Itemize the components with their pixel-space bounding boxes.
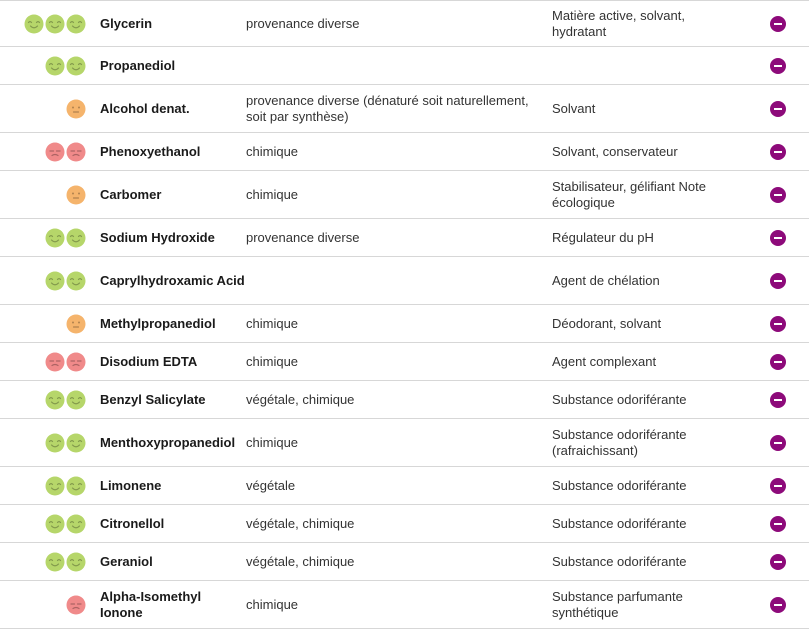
- score-indicator: [0, 99, 100, 119]
- remove-ingredient-button[interactable]: [770, 554, 786, 570]
- ingredient-name: Limonene: [100, 477, 162, 493]
- score-indicator: [0, 228, 100, 248]
- row-action: [742, 187, 809, 203]
- good-face-icon: [45, 476, 65, 496]
- remove-ingredient-button[interactable]: [770, 58, 786, 74]
- row-action: [742, 230, 809, 246]
- ingredient-origin: provenance diverse: [246, 15, 360, 31]
- ingredient-row: [0, 219, 809, 257]
- remove-ingredient-button[interactable]: [770, 144, 786, 160]
- ingredient-origin: végétale, chimique: [246, 391, 355, 407]
- ingredient-origin: végétale, chimique: [246, 515, 355, 531]
- ingredient-name: Alpha-Isomethyl Ionone: [100, 588, 202, 620]
- good-face-icon: [45, 228, 65, 248]
- good-face-icon: [66, 228, 86, 248]
- ingredient-row: [0, 505, 809, 543]
- good-face-icon: [24, 14, 44, 34]
- score-indicator: [0, 390, 100, 410]
- remove-ingredient-button[interactable]: [770, 273, 786, 289]
- row-action: [742, 516, 809, 532]
- ingredient-name: Sodium Hydroxide: [100, 229, 215, 245]
- row-action: [742, 16, 809, 32]
- ingredient-function: Substance odoriférante: [552, 477, 687, 493]
- remove-ingredient-button[interactable]: [770, 187, 786, 203]
- ingredient-row: [0, 543, 809, 581]
- ingredient-row: [0, 467, 809, 505]
- good-face-icon: [45, 552, 65, 572]
- ingredient-origin: chimique: [246, 596, 299, 612]
- score-indicator: [0, 56, 100, 76]
- ingredient-function: Stabilisateur, gélifiant Note écologique: [552, 178, 706, 210]
- remove-ingredient-button[interactable]: [770, 16, 786, 32]
- good-face-icon: [66, 56, 86, 76]
- row-action: [742, 354, 809, 370]
- ingredient-function: Agent de chélation: [552, 272, 660, 288]
- ingredient-name: Phenoxyethanol: [100, 143, 201, 159]
- score-indicator: [0, 595, 100, 615]
- score-indicator: [0, 552, 100, 572]
- score-indicator: [0, 514, 100, 534]
- ingredient-origin: chimique: [246, 434, 299, 450]
- score-indicator: [0, 271, 100, 291]
- ingredient-row: [0, 257, 809, 305]
- ingredient-row: [0, 381, 809, 419]
- bad-face-icon: [45, 142, 65, 162]
- ingredient-row: [0, 343, 809, 381]
- ingredient-function: Substance odoriférante: [552, 391, 687, 407]
- remove-ingredient-button[interactable]: [770, 392, 786, 408]
- ingredient-name: Methylpropanediol: [100, 315, 216, 331]
- remove-ingredient-button[interactable]: [770, 435, 786, 451]
- ingredient-function: Solvant: [552, 100, 596, 116]
- ingredient-row: [0, 47, 809, 85]
- ingredient-function: Régulateur du pH: [552, 229, 654, 245]
- row-action: [742, 392, 809, 408]
- good-face-icon: [45, 390, 65, 410]
- good-face-icon: [66, 476, 86, 496]
- row-action: [742, 435, 809, 451]
- ingredient-function: Matière active, solvant, hydratant: [552, 7, 685, 39]
- ingredient-origin: provenance diverse (dénaturé soit naturellement, soit par synthèse): [246, 92, 529, 124]
- ingredient-origin: chimique: [246, 353, 299, 369]
- good-face-icon: [66, 514, 86, 534]
- ingredient-function: Substance odoriférante: [552, 553, 687, 569]
- ingredient-name: Disodium EDTA: [100, 353, 198, 369]
- row-action: [742, 58, 809, 74]
- ingredient-function: Agent complexant: [552, 353, 657, 369]
- ingredient-origin: chimique: [246, 143, 299, 159]
- bad-face-icon: [66, 352, 86, 372]
- medium-face-icon: [66, 314, 86, 334]
- ingredient-name: Geraniol: [100, 553, 153, 569]
- ingredient-name: Benzyl Salicylate: [100, 391, 206, 407]
- remove-ingredient-button[interactable]: [770, 516, 786, 532]
- ingredient-row: [0, 1, 809, 47]
- score-indicator: [0, 476, 100, 496]
- good-face-icon: [66, 14, 86, 34]
- ingredient-row: [0, 85, 809, 133]
- ingredient-origin: chimique: [246, 186, 299, 202]
- good-face-icon: [66, 271, 86, 291]
- score-indicator: [0, 142, 100, 162]
- ingredient-function: Déodorant, solvant: [552, 315, 662, 331]
- ingredient-function: Substance odoriférante: [552, 515, 687, 531]
- ingredient-name: Alcohol denat.: [100, 100, 190, 116]
- score-indicator: [0, 433, 100, 453]
- ingredient-origin: chimique: [246, 315, 299, 331]
- ingredient-row: [0, 419, 809, 467]
- good-face-icon: [45, 514, 65, 534]
- ingredient-name: Menthoxypropanediol: [100, 434, 236, 450]
- row-action: [742, 316, 809, 332]
- ingredient-name: Citronellol: [100, 515, 165, 531]
- ingredient-origin: végétale: [246, 477, 296, 493]
- ingredient-row: [0, 133, 809, 171]
- score-indicator: [0, 314, 100, 334]
- remove-ingredient-button[interactable]: [770, 597, 786, 613]
- medium-face-icon: [66, 185, 86, 205]
- bad-face-icon: [66, 595, 86, 615]
- remove-ingredient-button[interactable]: [770, 354, 786, 370]
- good-face-icon: [66, 552, 86, 572]
- remove-ingredient-button[interactable]: [770, 316, 786, 332]
- ingredient-row: [0, 581, 809, 629]
- row-action: [742, 478, 809, 494]
- ingredient-origin: végétale, chimique: [246, 553, 355, 569]
- row-action: [742, 597, 809, 613]
- ingredient-name: Carbomer: [100, 186, 162, 202]
- row-action: [742, 101, 809, 117]
- score-indicator: [0, 352, 100, 372]
- remove-ingredient-button[interactable]: [770, 230, 786, 246]
- good-face-icon: [45, 433, 65, 453]
- remove-ingredient-button[interactable]: [770, 101, 786, 117]
- ingredient-row: [0, 305, 809, 343]
- ingredient-row: [0, 171, 809, 219]
- ingredient-name: Propanediol: [100, 57, 176, 73]
- row-action: [742, 554, 809, 570]
- ingredient-origin: provenance diverse: [246, 229, 360, 245]
- row-action: [742, 273, 809, 289]
- score-indicator: [0, 14, 100, 34]
- ingredient-function: Substance parfumante synthétique: [552, 588, 683, 620]
- score-indicator: [0, 185, 100, 205]
- good-face-icon: [66, 433, 86, 453]
- good-face-icon: [66, 390, 86, 410]
- ingredient-function: Substance odoriférante (rafraichissant): [552, 426, 687, 458]
- medium-face-icon: [66, 99, 86, 119]
- row-action: [742, 144, 809, 160]
- bad-face-icon: [45, 352, 65, 372]
- remove-ingredient-button[interactable]: [770, 478, 786, 494]
- good-face-icon: [45, 56, 65, 76]
- bad-face-icon: [66, 142, 86, 162]
- ingredient-name: Caprylhydroxamic Acid: [100, 272, 245, 288]
- good-face-icon: [45, 271, 65, 291]
- good-face-icon: [45, 14, 65, 34]
- ingredient-function: Solvant, conservateur: [552, 143, 678, 159]
- ingredient-name: Glycerin: [100, 15, 153, 31]
